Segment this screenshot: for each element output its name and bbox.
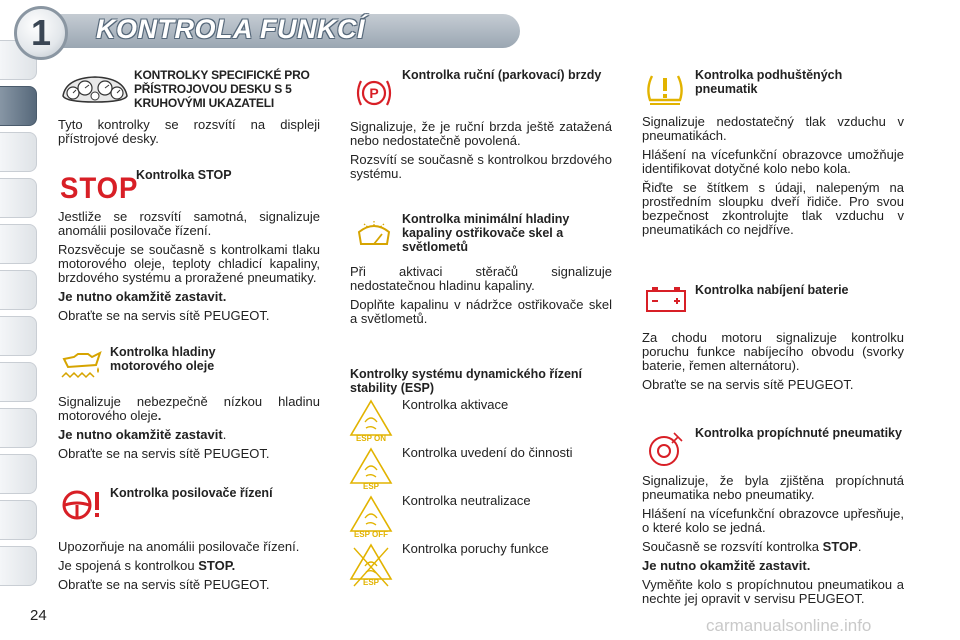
page-title: KONTROLA FUNKCÍ [96,14,365,44]
stop-heading: Kontrolka STOP [136,168,232,182]
brake-text-2: Rozsvítí se současně s kontrolkou brzdového systému. [350,152,612,181]
chapter-number: 1 [14,6,68,60]
chapter-tab[interactable] [0,270,37,310]
esp-item-fault: Kontrolka poruchy funkce [402,541,549,556]
esp-on-icon [348,398,394,446]
chapter-tab[interactable] [0,500,37,540]
tyre-pressure-icon [644,70,686,110]
esp-heading: Kontrolky systému dynamického řízení stability (ESP) [350,367,583,395]
svg-text:P: P [369,85,379,101]
chapter-tab-strip [0,0,40,640]
washer-text-2: Doplňte kapalinu v nádržce ostřikovače skel a světlometů. [350,297,612,326]
steering-block [58,540,320,597]
battery-icon [644,284,688,314]
steering-text-3: Obraťte se na servis sítě PEUGEOT. [58,577,270,592]
instrument-cluster-icon [60,72,130,104]
intro-heading: KONTROLKY SPECIFICKÉ PRO PŘÍSTROJOVOU DESKU S 5 KRUHOVÝMI UKAZATELI [134,68,310,110]
oil-text-1 [58,395,320,423]
parking-brake-icon [354,76,394,110]
puncture-text-3 [642,540,904,554]
esp-off-icon [348,494,394,542]
page-number: 24 [30,607,47,624]
oil-text-1-main: Signalizuje nebezpečně nízkou hladinu motorového oleje [58,394,320,423]
battery-text-1: Za chodu motoru signalizuje kontrolku poruchu funkce nabíjecího obvodu (svorky baterie, řemen alternátoru). [642,330,904,373]
chapter-tab[interactable] [0,454,37,494]
stop-text-4: Obraťte se na servis sítě PEUGEOT. [58,308,270,323]
chapter-tab-active[interactable] [0,86,37,126]
punctured-tyre-icon [644,430,686,470]
oil-can-icon [60,345,102,383]
puncture-text-1: Signalizuje, že byla zjištěna propíchnutá pneumatika nebo pneumatiky. [642,473,904,502]
chapter-tab[interactable] [0,224,37,264]
esp-fault-icon-label: ESP [362,578,379,587]
oil-text-3: Obraťte se na servis sítě PEUGEOT. [58,446,270,461]
esp-operation-icon-label: ESP [362,482,379,491]
washer-heading: Kontrolka minimální hladiny kapaliny ostřikovače skel a světlometů [402,212,570,254]
battery-block [642,331,904,397]
puncture-heading: Kontrolka propíchnuté pneumatiky [695,426,902,440]
power-steering-icon [60,488,102,522]
puncture-text-3-main: Současně se rozsvítí kontrolka [642,539,823,554]
tyre-text-2: Hlášení na vícefunkční obrazovce umožňuje identifikovat dotyčné kolo nebo kola. [642,147,904,176]
washer-block [350,265,612,331]
esp-fault-icon [348,542,394,590]
steering-text-1: Upozorňuje na anomálii posilovače řízení. [58,539,300,554]
esp-operation-icon [348,446,394,494]
tyre-text-1: Signalizuje nedostatečný tlak vzduchu v pneumatikách. [642,114,904,143]
steering-text-2-main: Je spojená s kontrolkou [58,558,199,573]
chapter-tab[interactable] [0,178,37,218]
stop-text-1: Jestliže se rozsvítí samotná, signalizuje anomálii posilovače řízení. [58,209,320,238]
steering-text-2-bold: STOP. [198,558,236,573]
brake-text-1: Signalizuje, že je ruční brzda ještě zatažená nebo nedostatečně povolená. [350,119,612,148]
intro-block [58,118,320,151]
esp-item-operation: Kontrolka uvedení do činnosti [402,445,573,460]
brake-heading: Kontrolka ruční (parkovací) brzdy [402,68,602,82]
tyre-block [642,115,904,242]
puncture-text-3-bold: STOP [822,539,858,554]
oil-text-2-bold: Je nutno okamžitě zastavit [58,427,223,442]
puncture-block [642,474,904,611]
tyre-heading: Kontrolka podhuštěných pneumatik [695,68,843,96]
oil-block [58,395,320,466]
esp-off-icon-label: ESP OFF [353,530,389,539]
esp-on-icon-label: ESP ON [355,434,387,443]
battery-heading: Kontrolka nabíjení baterie [695,283,849,297]
oil-heading: Kontrolka hladiny motorového oleje [110,345,216,373]
stop-text-2: Rozsvěcuje se současně s kontrolkami tlaku motorového oleje, teploty chladicí kapaliny, brzdového systému a proražené pneumatiky. [58,242,320,285]
stop-text-3: Je nutno okamžitě zastavit. [58,289,227,304]
puncture-text-4: Je nutno okamžitě zastavit. [642,558,811,573]
chapter-tab[interactable] [0,362,37,402]
watermark: carmanualsonline.info [706,616,872,635]
puncture-text-2: Hlášení na vícefunkční obrazovce upřesňuje, o které kolo se jedná. [642,506,904,535]
chapter-tab[interactable] [0,408,37,448]
stop-warning-icon: STOP [60,172,139,205]
washer-fluid-icon [354,218,394,252]
chapter-tab[interactable] [0,546,37,586]
tyre-text-3: Řiďte se štítkem s údaji, nalepeným na prostředním sloupku dveří řidiče. Pro svou bezpečnost zkontrolujte tlak vzduchu v pneumatikách co nejdříve. [642,180,904,237]
oil-text-2 [58,428,320,442]
washer-text-1: Při aktivaci stěračů signalizuje nedostatečnou hladinu kapaliny. [350,264,612,293]
oil-text-1-end: . [157,408,162,423]
esp-item-neutralization: Kontrolka neutralizace [402,493,531,508]
chapter-tab[interactable] [0,132,37,172]
battery-text-2: Obraťte se na servis sítě PEUGEOT. [642,377,854,392]
intro-text: Tyto kontrolky se rozsvítí na displeji přístrojové desky. [58,117,320,146]
steering-heading: Kontrolka posilovače řízení [110,486,273,500]
puncture-text-5: Vyměňte kolo s propíchnutou pneumatikou a nechte jej opravit v servisu PEUGEOT. [642,577,904,606]
steering-text-2 [58,559,320,573]
brake-block [350,120,612,186]
stop-block [58,210,320,328]
chapter-tab[interactable] [0,316,37,356]
oil-text-2-end: . [222,427,227,442]
esp-item-activation: Kontrolka aktivace [402,397,509,412]
page-header [0,0,960,60]
puncture-text-3-end: . [857,539,862,554]
